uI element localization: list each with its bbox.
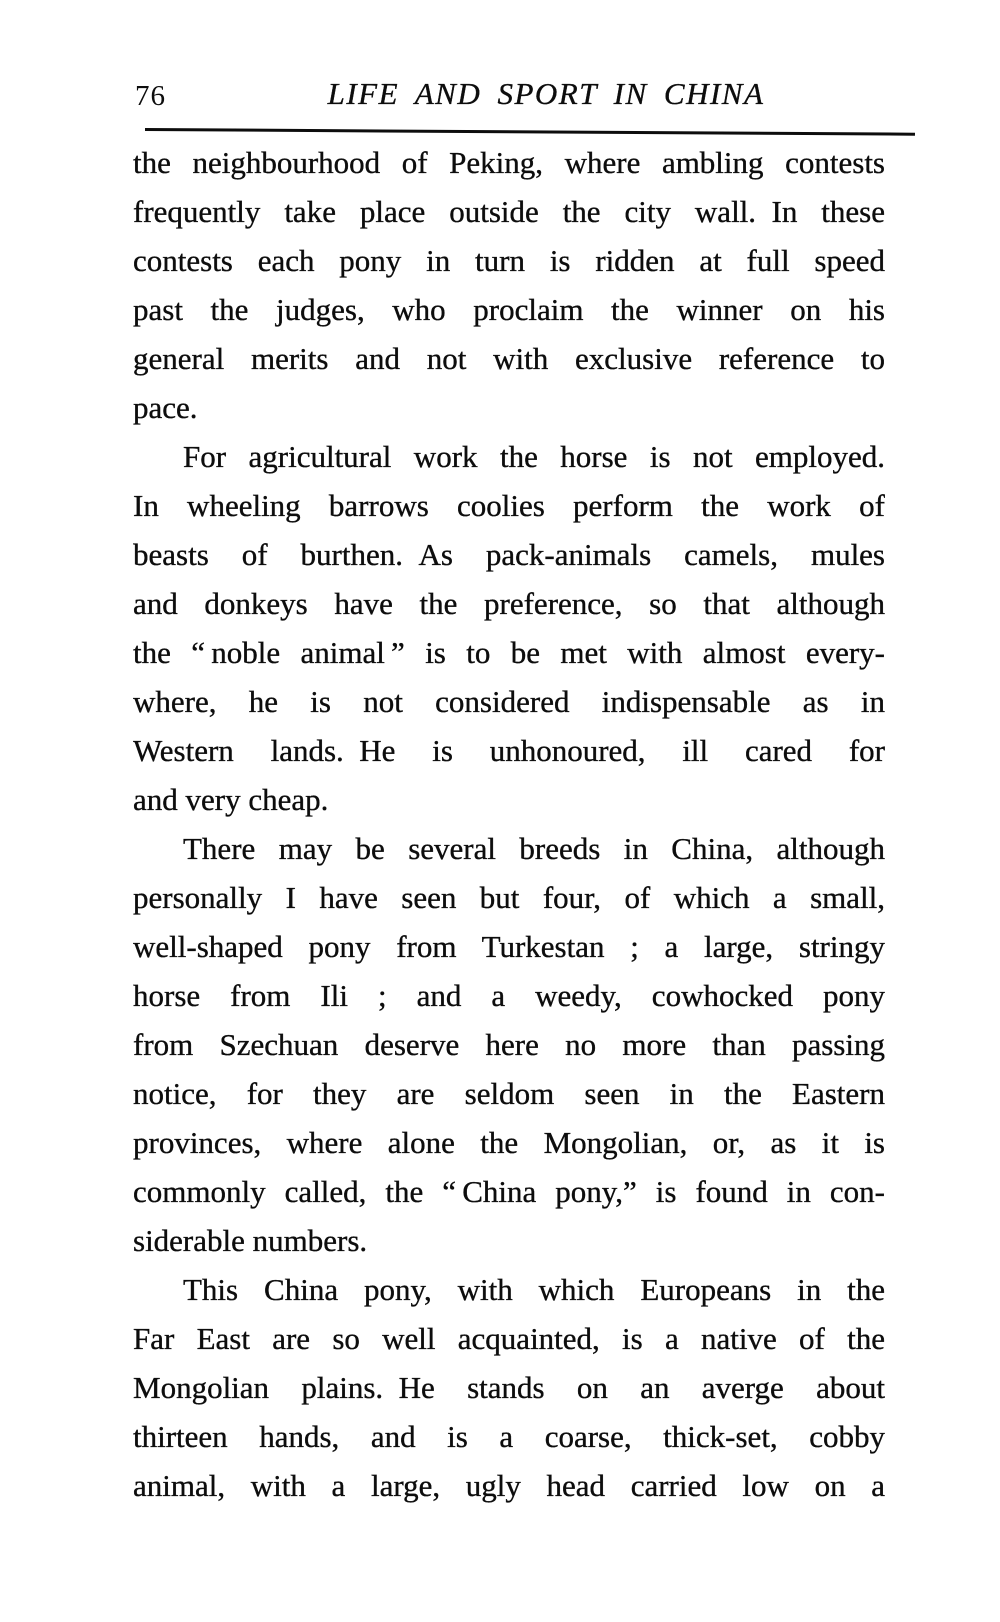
paragraph <box>133 138 885 432</box>
text-line: thirteen hands, and is a coarse, thick-set, cobby <box>133 1419 885 1454</box>
text-line: general merits and not with exclusive reference to <box>133 341 885 376</box>
text-line: commonly called, the “ China pony,” is found in con- <box>133 1174 885 1209</box>
text-line: In wheeling barrows coolies perform the work of <box>133 488 885 523</box>
text-line: This China pony, with which Europeans in the <box>183 1272 885 1307</box>
text-line: animal, with a large, ugly head carried low on a <box>133 1468 885 1503</box>
text-line: contests each pony in turn is ridden at full speed <box>133 243 885 278</box>
text-line: Mongolian plains. He stands on an averge about <box>133 1370 885 1405</box>
text-line: the “ noble animal ” is to be met with almost every- <box>133 635 885 670</box>
text-line: and very cheap. <box>133 782 329 817</box>
text-line: well-shaped pony from Turkestan ; a large, stringy <box>133 929 885 964</box>
text-line: the neighbourhood of Peking, where ambling contests <box>133 145 885 180</box>
text-line: provinces, where alone the Mongolian, or, as it is <box>133 1125 885 1160</box>
text-line: For agricultural work the horse is not employed. <box>183 439 885 474</box>
text-line: Western lands. He is unhonoured, ill cared for <box>133 733 885 768</box>
text-line: notice, for they are seldom seen in the Eastern <box>133 1076 885 1111</box>
text-line: and donkeys have the preference, so that although <box>133 586 885 621</box>
text-line: pace. <box>133 390 198 425</box>
paragraph <box>133 824 885 1265</box>
text-line: Far East are so well acquainted, is a native of the <box>133 1321 885 1356</box>
text-line: frequently take place outside the city wall. In these <box>133 194 885 229</box>
paragraph <box>133 1265 885 1510</box>
text-line: beasts of burthen. As pack-animals camels, mules <box>133 537 885 572</box>
text-line: where, he is not considered indispensable as in <box>133 684 885 719</box>
header-rule <box>145 128 915 136</box>
running-header-title: LIFE AND SPORT IN CHINA <box>327 76 765 111</box>
text-line: personally I have seen but four, of which a small, <box>133 880 885 915</box>
text-line: past the judges, who proclaim the winner on his <box>133 292 885 327</box>
page-number: 76 <box>135 80 166 112</box>
text-line: horse from Ili ; and a weedy, cowhocked pony <box>133 978 885 1013</box>
running-header <box>133 76 915 114</box>
text-line: There may be several breeds in China, although <box>183 831 885 866</box>
text-line: siderable numbers. <box>133 1223 368 1258</box>
paragraph <box>133 432 885 824</box>
text-line: from Szechuan deserve here no more than passing <box>133 1027 885 1062</box>
page-body <box>133 138 885 1510</box>
